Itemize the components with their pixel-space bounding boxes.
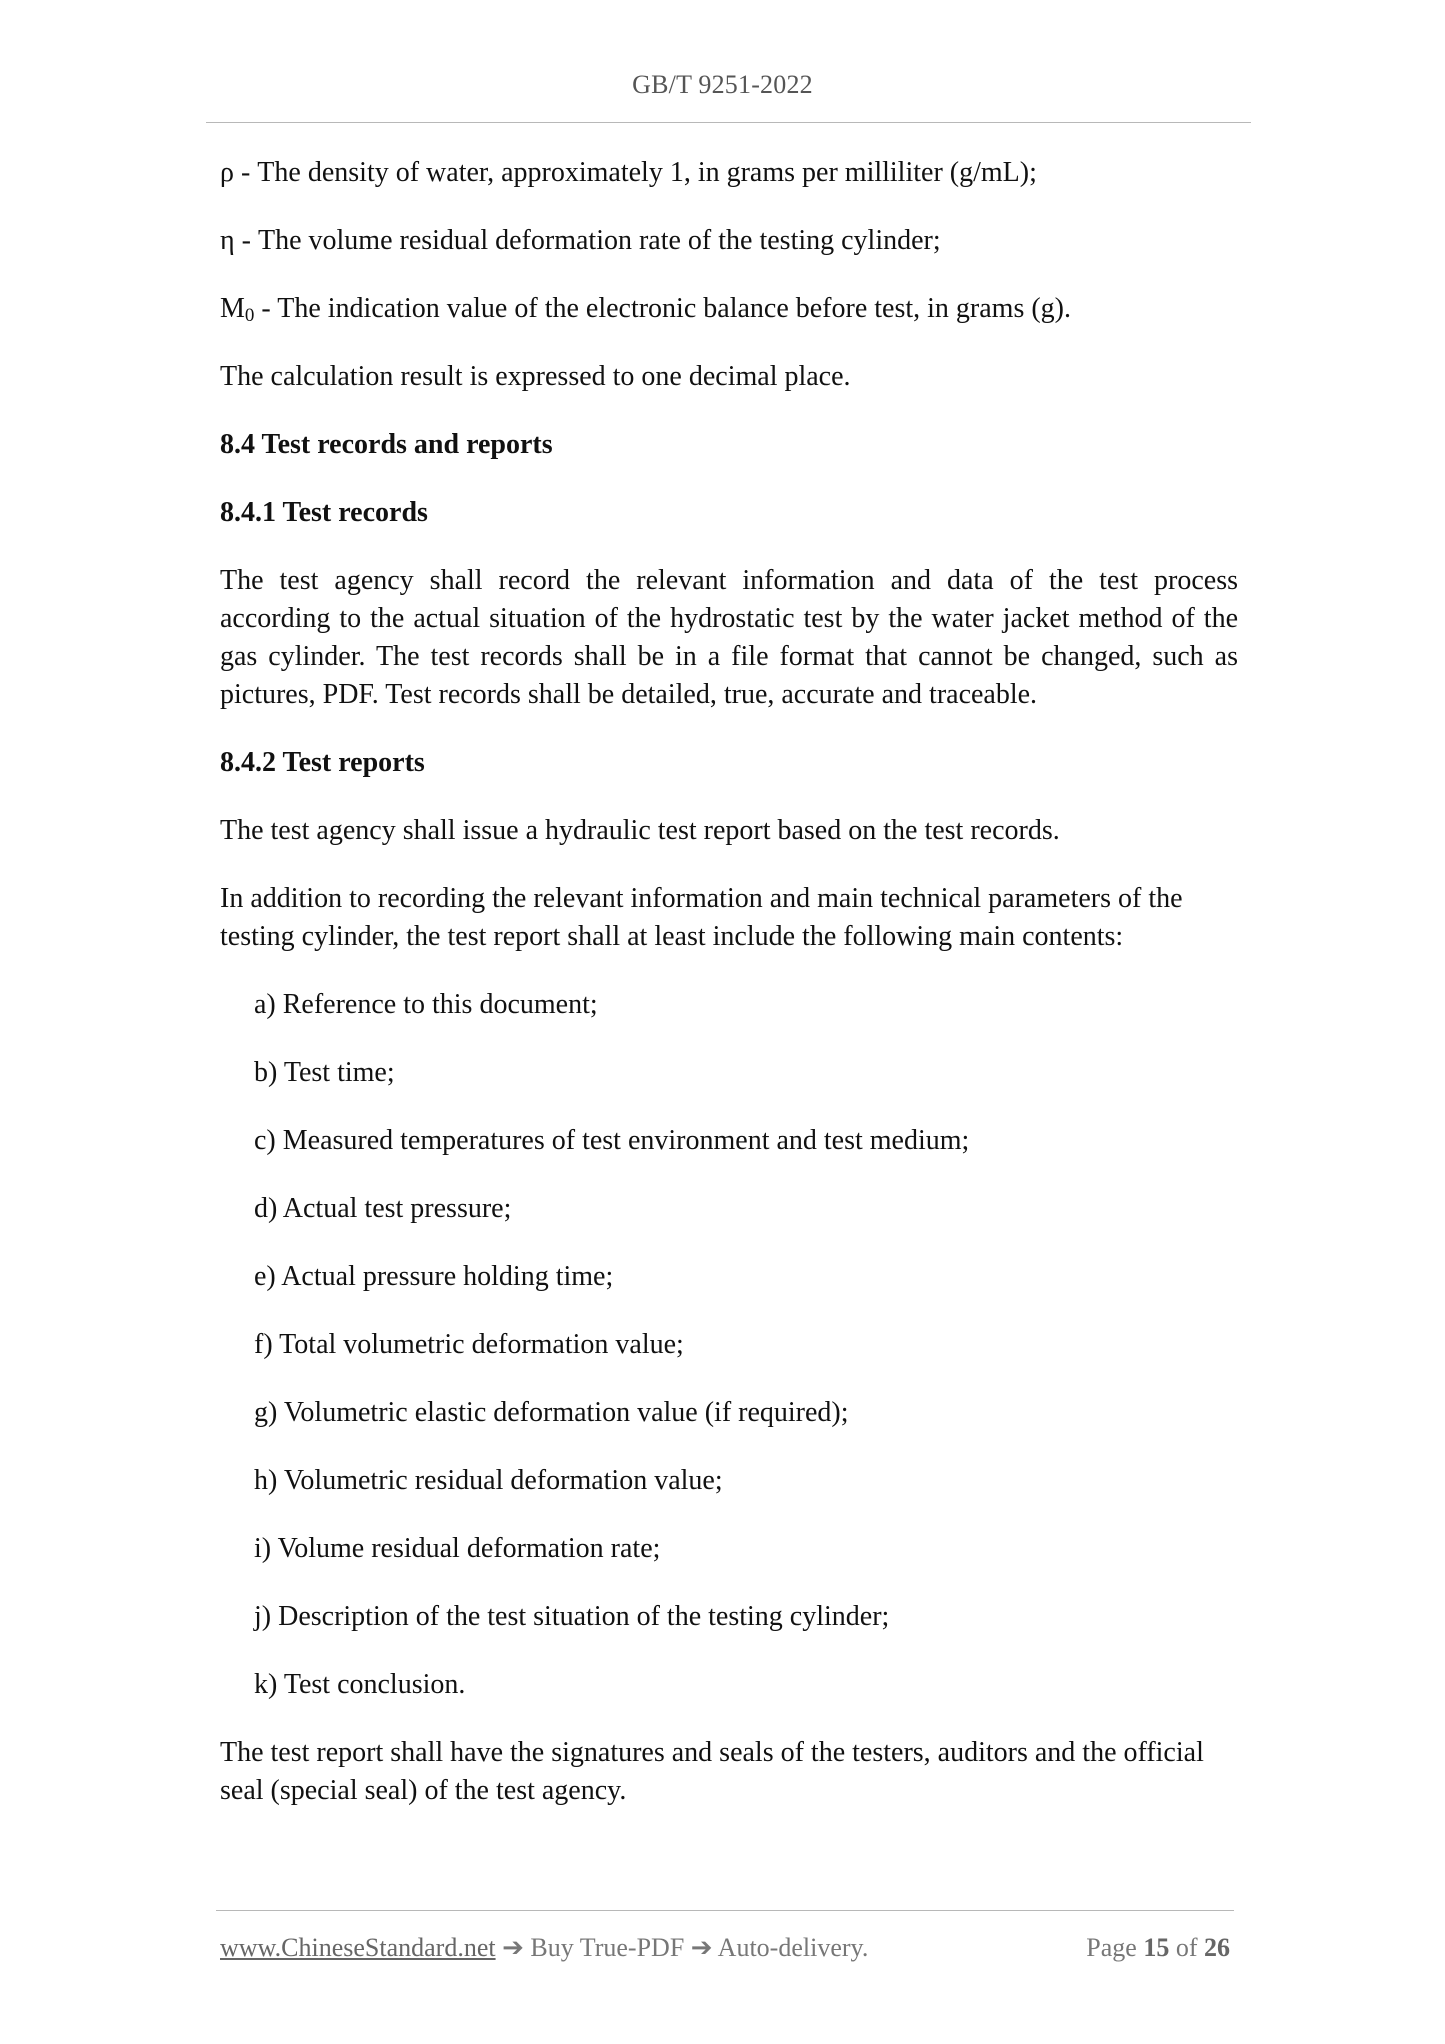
page-number: [1086, 1930, 1230, 1966]
list-item: k) Test conclusion.: [254, 1669, 466, 1700]
definition-rho: [220, 154, 1238, 192]
symbol-m: M: [220, 293, 245, 324]
page-header-title: GB/T 9251-2022: [632, 70, 813, 99]
section-heading-8-4-1: 8.4.1 Test records: [220, 497, 428, 528]
definition-eta: [220, 222, 1238, 260]
header-divider: [206, 122, 1251, 123]
list-item: h) Volumetric residual deformation value;: [254, 1465, 723, 1496]
list-item: c) Measured temperatures of test environment and test medium;: [254, 1125, 970, 1156]
list-item: b) Test time;: [254, 1057, 395, 1088]
document-body: [220, 154, 1238, 1840]
test-records-paragraph: The test agency shall record the relevant information and data of the test process according to the actual situation of the hydrostatic test by the water jacket method of the gas cylinder. The test records shall be in a file format that cannot be changed, such as pictures, PDF. Test records shall be detailed, true, accurate and traceable.: [220, 565, 1238, 710]
page-current: 15: [1143, 1933, 1170, 1962]
footer-divider: [216, 1910, 1234, 1911]
buy-pdf-text: Buy True-PDF: [530, 1933, 685, 1962]
definition-m0: [220, 290, 1238, 328]
definition-text: - The density of water, approximately 1, in grams per milliliter (g/mL);: [233, 157, 1037, 188]
closing-paragraph: The test report shall have the signatures and seals of the testers, auditors and the official seal (special seal) of the test agency.: [220, 1737, 1204, 1806]
definition-text: - The volume residual deformation rate of the testing cylinder;: [234, 225, 941, 256]
calculation-note: The calculation result is expressed to one decimal place.: [220, 361, 851, 392]
section-heading-8-4-2: 8.4.2 Test reports: [220, 747, 425, 778]
page-of: of: [1175, 1933, 1198, 1962]
footer-promo: [220, 1930, 868, 1966]
symbol-rho: ρ: [220, 157, 234, 188]
list-item: g) Volumetric elastic deformation value (if required);: [254, 1397, 849, 1428]
auto-delivery-text: Auto-delivery.: [717, 1933, 869, 1962]
list-item: d) Actual test pressure;: [254, 1193, 512, 1224]
test-reports-paragraph-2: In addition to recording the relevant information and main technical parameters of the testing cylinder, the test report shall at least include the following main contents:: [220, 883, 1183, 952]
page-label: Page: [1086, 1933, 1137, 1962]
symbol-eta: η: [220, 225, 235, 256]
list-item: i) Volume residual deformation rate;: [254, 1533, 661, 1564]
page-total: 26: [1204, 1933, 1230, 1962]
list-item: j) Description of the test situation of the testing cylinder;: [254, 1601, 890, 1632]
test-reports-paragraph-1: The test agency shall issue a hydraulic test report based on the test records.: [220, 815, 1060, 846]
symbol-subscript: 0: [244, 305, 255, 326]
list-item: f) Total volumetric deformation value;: [254, 1329, 684, 1360]
section-heading-8-4: 8.4 Test records and reports: [220, 429, 553, 460]
arrow-right-icon: ➔: [502, 1933, 524, 1962]
arrow-right-icon: ➔: [690, 1933, 713, 1962]
list-item: a) Reference to this document;: [254, 989, 598, 1020]
site-link[interactable]: www.ChineseStandard.net: [220, 1933, 496, 1962]
definition-text: - The indication value of the electronic balance before test, in grams (g).: [254, 293, 1071, 324]
list-item: e) Actual pressure holding time;: [254, 1261, 614, 1292]
